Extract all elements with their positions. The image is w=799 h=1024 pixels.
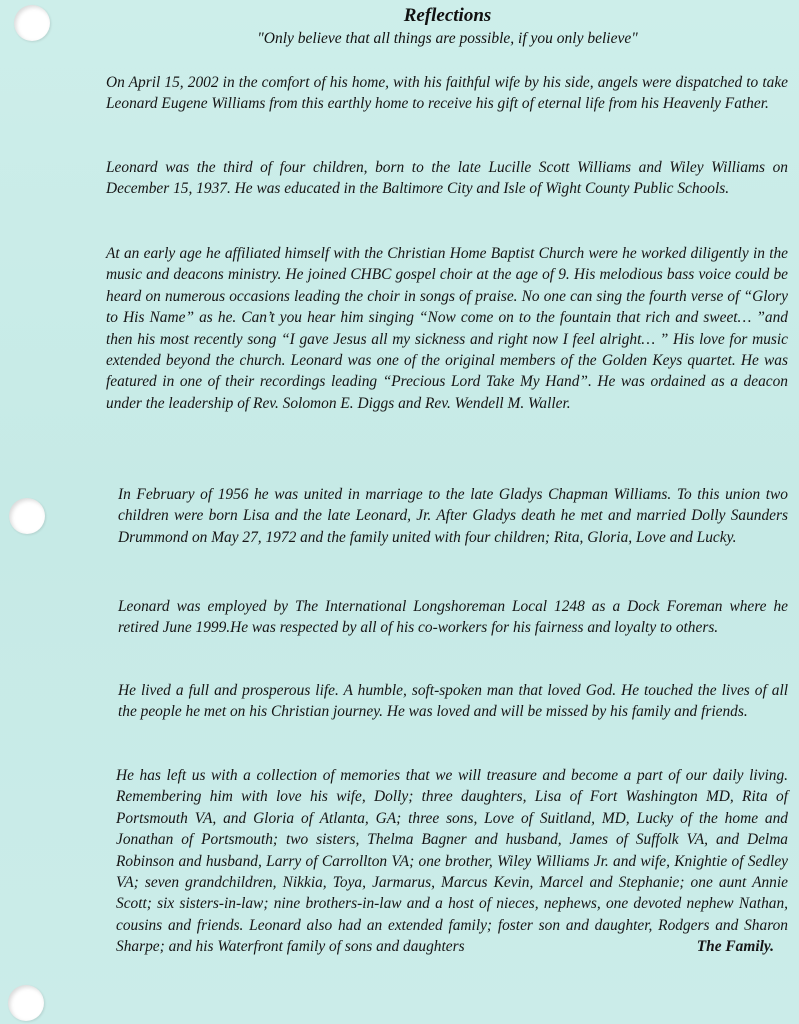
paragraph-survivors: He has left us with a collection of memories that we will treasure and become a part of our daily living. Remembering him with love his wife, Dolly; three daughters, Lisa of Fort Washington MD, Rita of Portsmouth VA, and Gloria of Atlanta, GA; three sons, Love of Suitland, MD, Lucky of the home and Jonathan of Portsmouth; two sisters, Thelma Bagner and husband, James of Suffolk VA, and Delma Robinson and husband, Larry of Carrollton VA; one brother, Wiley Williams Jr. and wife, Knightie of Sedley VA; seven grandchildren, Nikkia, Toya, Jarmarus, Marcus Kevin, Marcel and Stephanie; one aunt Annie Scott; six sisters-in-law; nine brothers-in-law and a host of nieces, nephews, one devoted nephew Nathan, cousins and friends. Leonard also had an extended family; foster son and daughter, Rodgers and Sharon Sharpe; and his Waterfront family of sons and daughters: [116, 767, 788, 956]
paragraph-employment: Leonard was employed by The International Longshoreman Local 1248 as a Dock Foreman where he retired June 1999.He was respected by all of his co-workers for his fairness and loyalty to others.: [118, 598, 788, 637]
page-title: Reflections: [403, 5, 492, 26]
paragraph-life: He lived a full and prosperous life. A humble, soft-spoken man that loved God. He touched the lives of all the people he met on his Christian journey. He was loved and will be missed by his family and friends.: [118, 682, 788, 721]
paragraph-survivors-block: [116, 765, 788, 958]
punch-hole-middle: [9, 498, 45, 534]
paragraph-marriage: In February of 1956 he was united in marriage to the late Gladys Chapman Williams. To this union two children were born Lisa and the late Leonard, Jr. After Gladys death he met and married Dolly Saunders Drummond on May 27, 1972 and the family united with four children; Rita, Gloria, Love and Lucky.: [118, 486, 788, 546]
paragraph-church: At an early age he affiliated himself with the Christian Home Baptist Church were he worked diligently in the music and deacons ministry. He joined CHBC gospel choir at the age of 9. His melodious bass voice could be heard on numerous occasions leading the choir in songs of praise. No one can sing the fourth verse of “Glory to His Name” as he. Can’t you hear him singing “Now come on to the fountain that rich and sweet… ”and then his most recently song “I gave Jesus all my sickness and right now I feel alright… ” His love for music extended beyond the church. Leonard was one of the original members of the Golden Keys quartet. He was featured in one of their recordings leading “Precious Lord Take My Hand”. He was ordained as a deacon under the leadership of Rev. Solomon E. Diggs and Rev. Wendell M. Waller.: [106, 245, 788, 412]
paragraph-passing: On April 15, 2002 in the comfort of his home, with his faithful wife by his side, angels were dispatched to take Leonard Eugene Williams from this earthly home to receive his gift of eternal life from his Heavenly Father.: [106, 74, 788, 113]
page-subtitle: "Only believe that all things are possible, if you only believe": [257, 30, 638, 47]
paragraph-birth: Leonard was the third of four children, born to the late Lucille Scott Williams and Wiley Williams on December 15, 1937. He was educated in the Baltimore City and Isle of Wight County Public Schools.: [106, 159, 788, 198]
closing-signature: The Family.: [696, 938, 774, 956]
punch-hole-bottom: [8, 985, 44, 1021]
